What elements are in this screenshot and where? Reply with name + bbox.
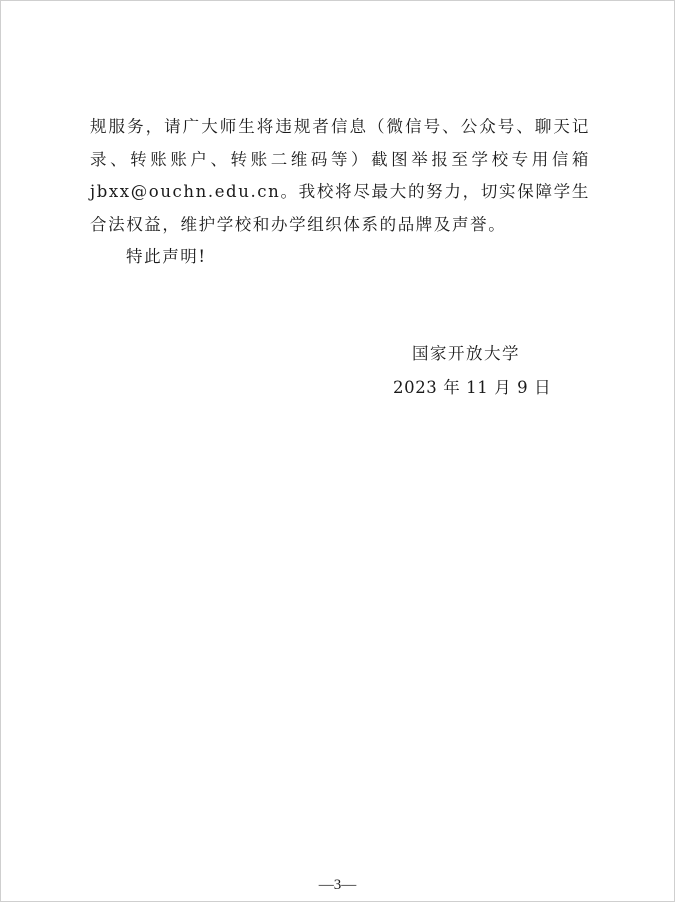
document-body — [90, 111, 590, 274]
closing-statement: 特此声明! — [126, 247, 207, 266]
page-number: —3— — [318, 877, 357, 893]
signature-organization: 国家开放大学 — [412, 344, 520, 363]
signature-date: 2023 年 11 月 9 日 — [393, 378, 552, 397]
body-paragraph: 规服务，请广大师生将违规者信息（微信号、公众号、聊天记录、转账账户、转账二维码等）截图举报至学校专用信箱jbxx@ouchn.edu.cn。我校将尽最大的努力，切实保障学生合法权益，维护学校和办学组织体系的品牌及声誉。 — [90, 117, 590, 234]
